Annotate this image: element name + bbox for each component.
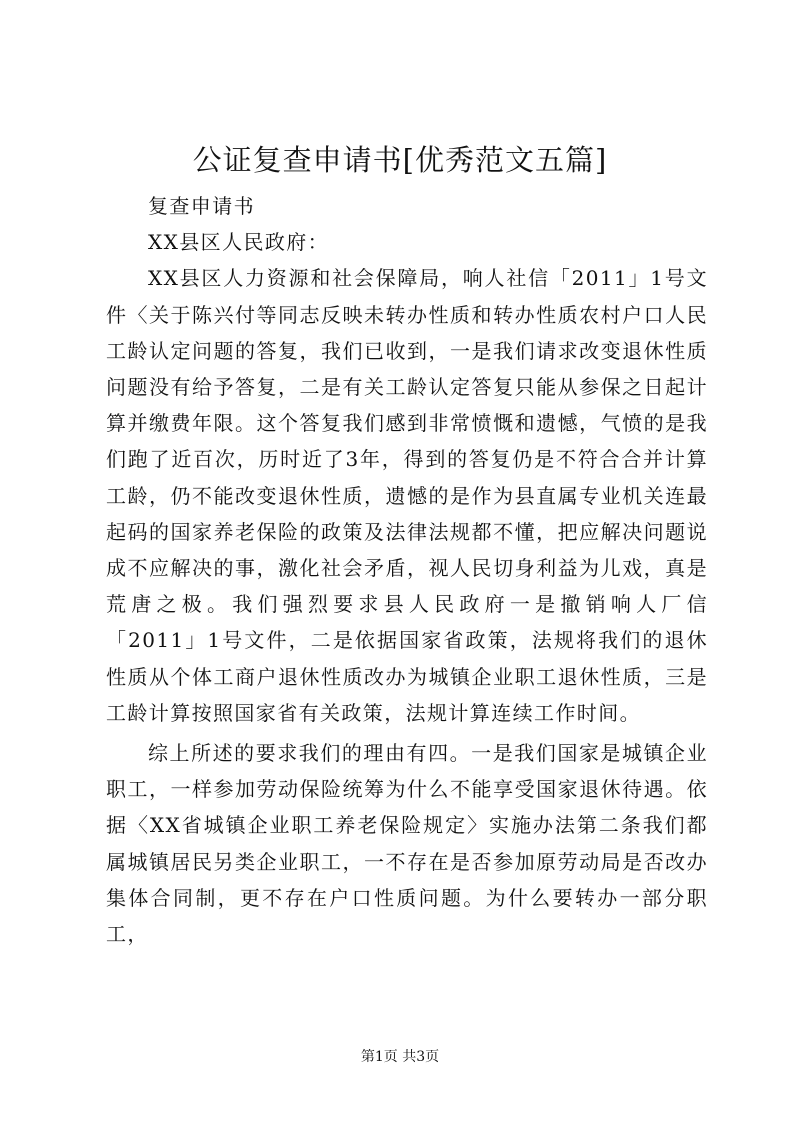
paragraph-heading: 复查申请书 <box>148 194 255 218</box>
paragraph-reasons: 综上所述的要求我们的理由有四。一是我们国家是城镇企业职工，一样参加劳动保险统筹为什么不能享受国家退休待遇。依据〈XX省城镇企业职工养老保险规定〉实施办法第二条我们都属城镇居民另类企业职工，一不存在是否参加原劳动局是否改办集体合同制，更不存在户口性质问题。为什么要转办一部分职工， <box>106 741 708 947</box>
page-number: 第1页 共3页 <box>360 1049 440 1065</box>
document-title: 公证复查申请书[优秀范文五篇] <box>192 143 608 177</box>
document-body <box>106 188 708 952</box>
paragraph-main: XX县区人力资源和社会保障局，响人社信「2011」1号文件〈关于陈兴付等同志反映未转办性质和转办性质农村户口人民工龄认定问题的答复，我们已收到，一是我们请求改变退休性质问题没有给予答复，二是有关工龄认定答复只能从参保之日起计算并缴费年限。这个答复我们感到非常愤慨和遗憾，气愤的是我们跑了近百次，历时近了3年，得到的答复仍是不符合合并计算工龄，仍不能改变退休性质，遗憾的是作为县直属专业机关连最起码的国家养老保险的政策及法律法规都不懂，把应解决问题说成不应解决的事，激化社会矛盾，视人民切身利益为儿戏，真是荒唐之极。我们强烈要求县人民政府一是撤销响人厂信「2011」1号文件，二是依据国家省政策，法规将我们的退休性质从个体工商户退休性质改办为城镇企业职工退休性质，三是工龄计算按照国家省有关政策，法规计算连续工作时间。 <box>106 266 708 725</box>
paragraph-addressee: XX县区人民政府： <box>148 230 330 255</box>
